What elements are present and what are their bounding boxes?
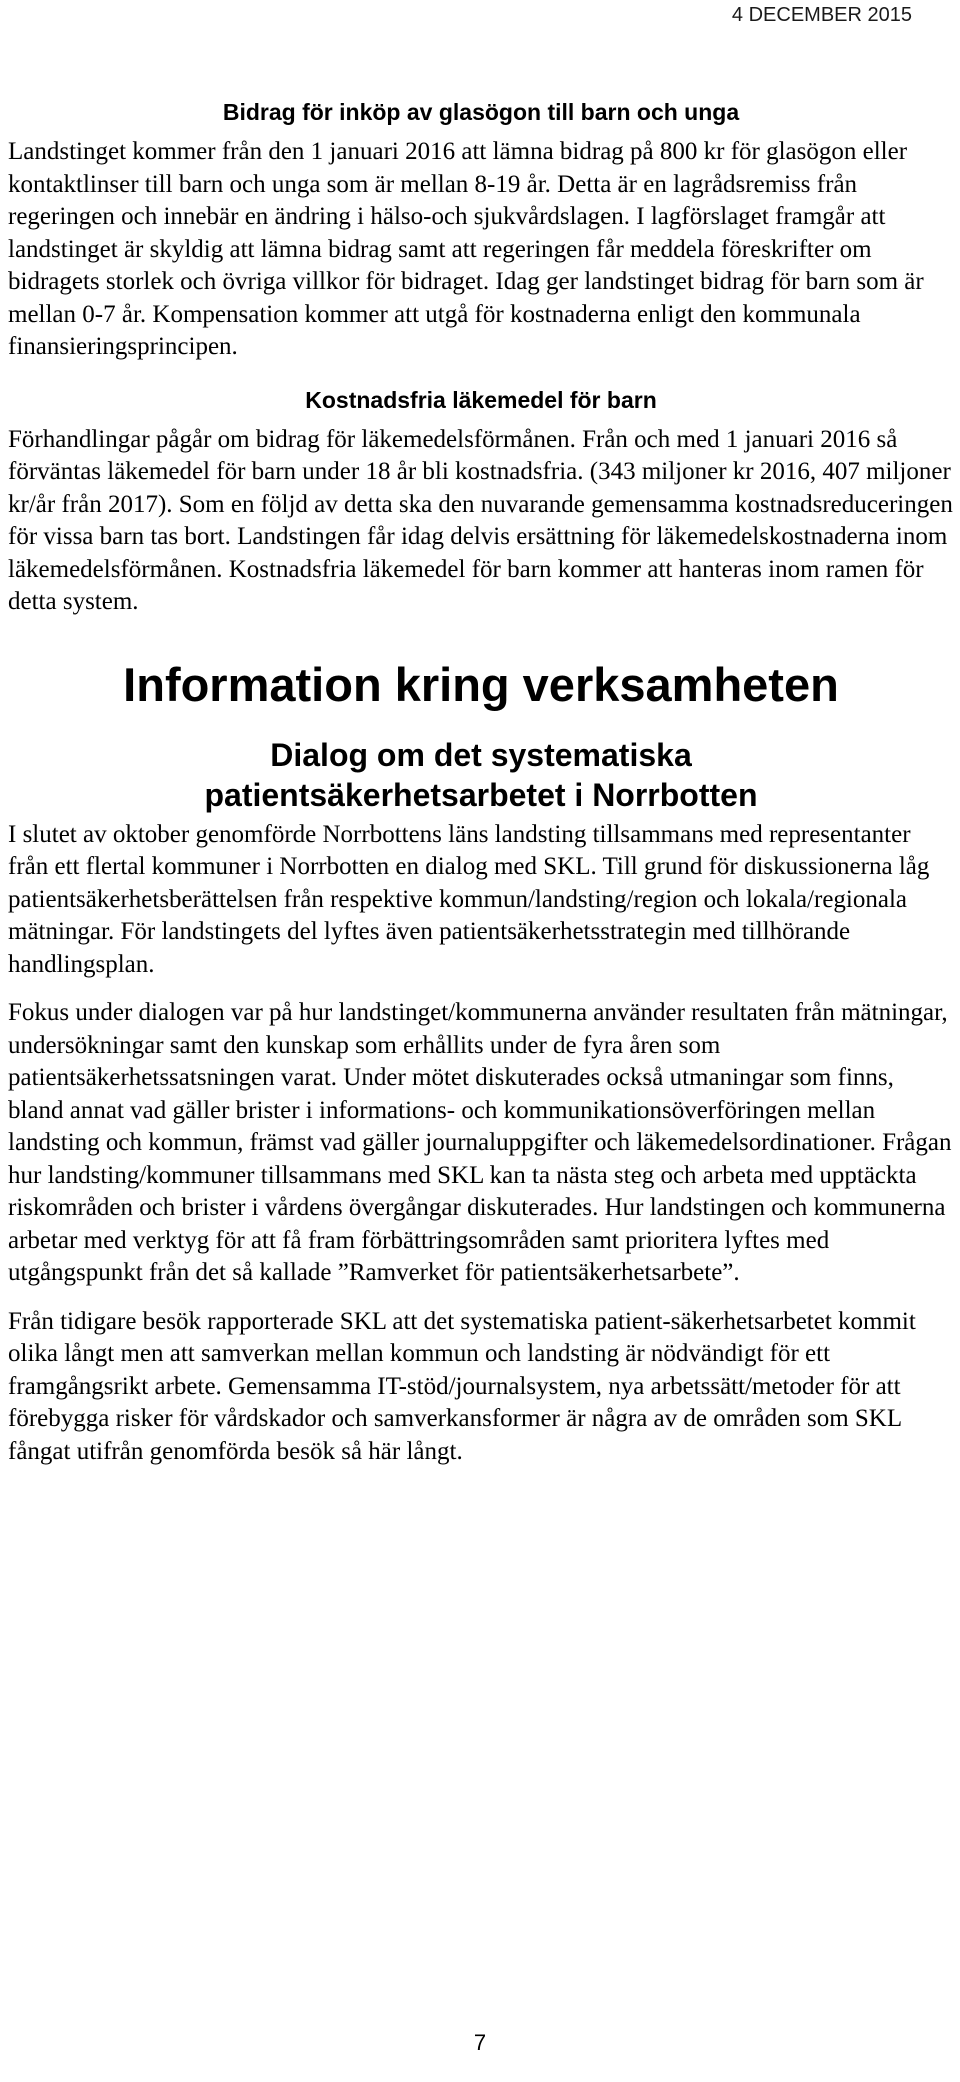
dialog-heading-line1: Dialog om det systematiska [270, 736, 692, 773]
section-text-glasogon: Landstinget kommer från den 1 januari 2016 att lämna bidrag på 800 kr för glasögon eller kontaktlinser till barn och unga som är mellan 8-19 år. Detta är en lagrådsremiss från regeringen och innebär en ändring i hälso-och sjukvårdslagen. I lagförslaget framgår att landstinget är skyldig att lämna bidrag samt att regeringen får meddela föreskrifter om bidragets storlek och övriga villkor för bidraget. Idag ger landstinget bidrag för barn som är mellan 0-7 år. Kompensation kommer att utgå för kostnaderna enligt den kommunala finansieringsprincipen. [8, 138, 924, 360]
dialog-heading [8, 735, 954, 815]
dialog-paragraph-1: I slutet av oktober genomförde Norrbottens läns landsting tillsammans med representanter från ett flertal kommuner i Norrbotten en dialog med SKL. Till grund för diskussionerna låg patientsäkerhetsberättelsen från respektive kommun/landsting/region och lokala/regionala mätningar. För landstingets del lyftes även patientsäkerhetsstrategin med tillhörande handlingsplan. [8, 820, 930, 978]
section-text-lakemedel: Förhandlingar pågår om bidrag för läkemedelsförmånen. Från och med 1 januari 2016 så förväntas läkemedel för barn under 18 år bli kostnadsfria. (343 miljoner kr 2016, 407 miljoner kr/år från 2017). Som en följd av detta ska den nuvarande gemensamma kostnadsreduceringen för vissa barn tas bort. Landstingen får idag delvis ersättning för läkemedelskostnaderna inom läkemedelsförmånen. Kostnadsfria läkemedel för barn kommer att hanteras inom ramen för detta system. [8, 425, 953, 615]
header-date: 4 DECEMBER 2015 [731, 4, 912, 26]
page-content [8, 98, 954, 1468]
section-lakemedel [8, 386, 954, 619]
section-dialog [8, 735, 954, 1469]
section-heading-lakemedel: Kostnadsfria läkemedel för barn [305, 386, 657, 413]
main-heading-information: Information kring verksamheten [123, 657, 839, 711]
page-number: 7 [473, 2030, 487, 2055]
section-heading-glasogon: Bidrag för inköp av glasögon till barn och unga [222, 99, 740, 125]
section-information [8, 657, 954, 713]
section-glasogon [8, 98, 954, 364]
dialog-heading-line2: patientsäkerhetsarbetet i Norrbotten [204, 776, 758, 813]
dialog-paragraph-3: Från tidigare besök rapporterade SKL att det systematiska patient-säkerhetsarbetet kommit olika långt men att samverkan mellan kommun och landsting är nödvändigt för ett framgångsrikt arbete. Gemensamma IT-stöd/journalsystem, nya arbetssätt/metoder för att förebygga risker för vårdskador och samverkansformer är några av de områden som SKL fångat utifrån genomförda besök så här långt. [8, 1307, 916, 1465]
dialog-paragraph-2: Fokus under dialogen var på hur landstinget/kommunerna använder resultaten från mätningar, undersökningar samt den kunskap som erhållits under de fyra åren som patientsäkerhetssatsningen varat. Under mötet diskuterades också utmaningar som finns, bland annat vad gäller brister i informations- och kommunikationsöverföringen mellan landsting och kommun, främst vad gäller journaluppgifter och läkemedelsordinationer. Frågan hur landsting/kommuner tillsammans med SKL kan ta nästa steg och arbeta med upptäckta riskområden och brister i vårdens övergångar diskuterades. Hur landstingen och kommunerna arbetar med verktyg för att få fram förbättringsområden samt prioritera lyftes med utgångspunkt från det så kallade ”Ramverket för patientsäkerhetsarbete”. [8, 999, 952, 1286]
